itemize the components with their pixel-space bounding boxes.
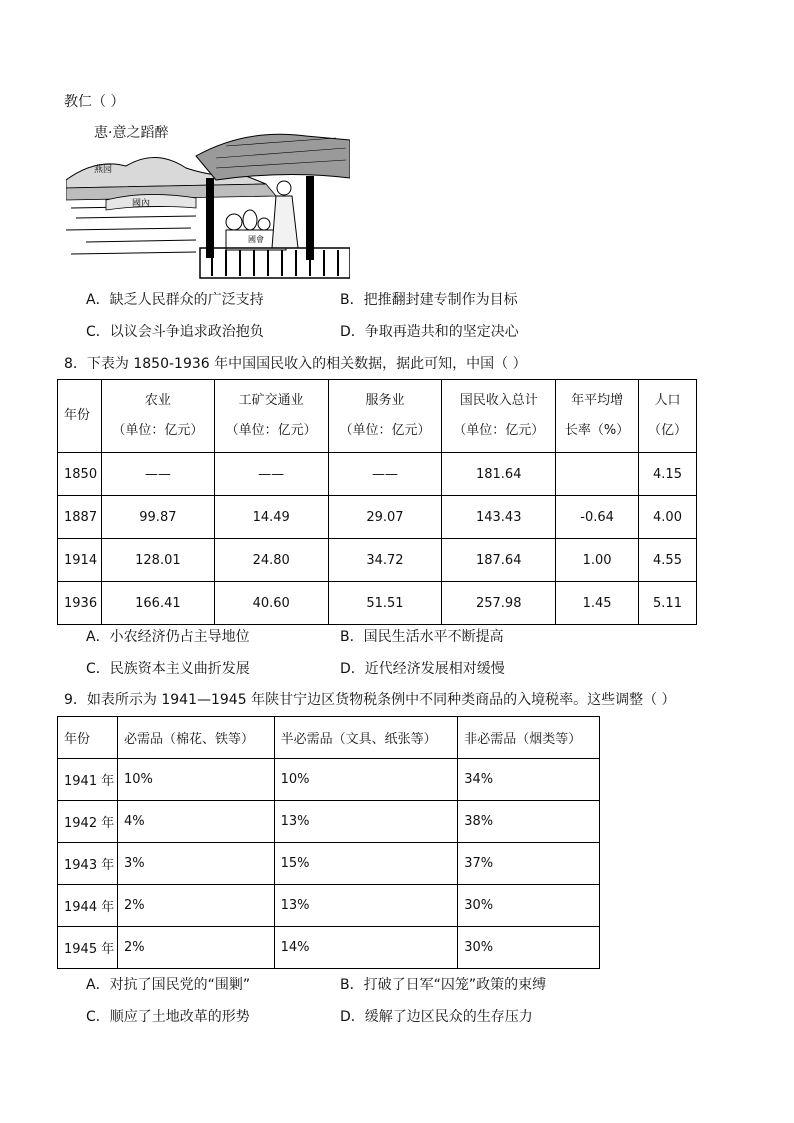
q9-stem: 9．如表所示为 1941—1945 年陕甘宁边区货物税条例中不同种类商品的入境税率。这些调整（ ） [64, 692, 676, 708]
table-cell: —— [101, 453, 214, 496]
q8-option-d: D．近代经济发展相对缓慢 [340, 661, 505, 677]
q9-header-semi-necessities: 半必需品（文具、纸张等） [274, 717, 458, 759]
q7-cartoon [66, 118, 350, 280]
cartoon-label-left: 燕园 [94, 165, 113, 175]
q8-table [57, 379, 697, 625]
q8-header-year: 年份 [58, 380, 102, 453]
q8-stem: 8．下表为 1850-1936 年中国国民收入的相关数据，据此可知，中国（ ） [64, 356, 527, 372]
table-cell: 5.11 [639, 582, 697, 625]
table-cell: 143.43 [442, 496, 556, 539]
table-cell: 128.01 [101, 539, 214, 582]
table-row [58, 927, 600, 969]
table-row [58, 582, 697, 625]
q8-header-population: 人口 （亿） [639, 380, 697, 453]
table-cell: 13% [274, 801, 458, 843]
table-cell: 4.55 [639, 539, 697, 582]
table-cell: 4.15 [639, 453, 697, 496]
table-cell: 2% [117, 927, 274, 969]
q9-option-b: B．打破了日军“囚笼”政策的束缚 [340, 977, 547, 993]
q9-option-c: C．顺应了土地改革的形势 [86, 1009, 250, 1025]
table-cell: 99.87 [101, 496, 214, 539]
q7-option-d: D．争取再造共和的坚定决心 [340, 324, 519, 340]
table-cell: 51.51 [328, 582, 442, 625]
table-cell: 257.98 [442, 582, 556, 625]
q8-header-service: 服务业 （单位：亿元） [328, 380, 442, 453]
q9-header-row [58, 717, 600, 759]
table-cell: 1941 年 [58, 759, 118, 801]
table-cell: 2% [117, 885, 274, 927]
q8-header-total: 国民收入总计 （单位：亿元） [442, 380, 556, 453]
table-cell: 4% [117, 801, 274, 843]
q7-option-a: A．缺乏人民群众的广泛支持 [86, 292, 264, 308]
q8-option-a: A．小农经济仍占主导地位 [86, 629, 250, 645]
table-cell: 30% [458, 885, 600, 927]
table-cell: 1850 [58, 453, 102, 496]
table-cell: 1942 年 [58, 801, 118, 843]
table-cell: 166.41 [101, 582, 214, 625]
q7-option-c: C．以议会斗争追求政治抱负 [86, 324, 264, 340]
table-cell [556, 453, 639, 496]
cartoon-title: 恵·意之蹈醉 [94, 125, 169, 141]
table-cell: —— [328, 453, 442, 496]
q9-option-a: A．对抗了国民党的“围剿” [86, 977, 251, 993]
table-cell: 38% [458, 801, 600, 843]
table-cell: 1887 [58, 496, 102, 539]
cartoon-label-table: 國會 [248, 235, 264, 244]
table-row [58, 843, 600, 885]
table-cell: 4.00 [639, 496, 697, 539]
table-cell: 1936 [58, 582, 102, 625]
table-cell: 1914 [58, 539, 102, 582]
table-cell: 15% [274, 843, 458, 885]
table-cell: —— [214, 453, 328, 496]
q9-option-d: D．缓解了边区民众的生存压力 [340, 1009, 533, 1025]
q9-header-necessities: 必需品（棉花、铁等） [117, 717, 274, 759]
table-cell: 34.72 [328, 539, 442, 582]
table-cell: 10% [274, 759, 458, 801]
q8-option-b: B．国民生活水平不断提高 [340, 629, 504, 645]
table-cell: 1943 年 [58, 843, 118, 885]
q8-header-row [58, 380, 697, 453]
table-cell: 10% [117, 759, 274, 801]
q7-stem: 教仁（ ） [64, 94, 125, 110]
table-row [58, 801, 600, 843]
table-row [58, 885, 600, 927]
q9-header-non-necessities: 非必需品（烟类等） [458, 717, 600, 759]
table-cell: 3% [117, 843, 274, 885]
table-cell: 187.64 [442, 539, 556, 582]
table-row [58, 496, 697, 539]
table-cell: -0.64 [556, 496, 639, 539]
table-cell: 14.49 [214, 496, 328, 539]
table-cell: 181.64 [442, 453, 556, 496]
q8-header-industry: 工矿交通业 （单位：亿元） [214, 380, 328, 453]
table-cell: 24.80 [214, 539, 328, 582]
table-cell: 37% [458, 843, 600, 885]
q8-header-growth: 年平均增 长率（%） [556, 380, 639, 453]
table-cell: 40.60 [214, 582, 328, 625]
table-cell: 1945 年 [58, 927, 118, 969]
table-cell: 1.00 [556, 539, 639, 582]
table-cell: 13% [274, 885, 458, 927]
table-row [58, 453, 697, 496]
table-cell: 29.07 [328, 496, 442, 539]
table-cell: 34% [458, 759, 600, 801]
q7-option-b: B．把推翻封建专制作为目标 [340, 292, 518, 308]
table-cell: 1944 年 [58, 885, 118, 927]
q8-option-c: C．民族资本主义曲折发展 [86, 661, 250, 677]
table-cell: 1.45 [556, 582, 639, 625]
table-row [58, 759, 600, 801]
table-cell: 14% [274, 927, 458, 969]
q8-header-agriculture: 农业 （单位：亿元） [101, 380, 214, 453]
table-row [58, 539, 697, 582]
q9-table [57, 716, 600, 969]
table-cell: 30% [458, 927, 600, 969]
q9-header-year: 年份 [58, 717, 118, 759]
cartoon-label-mid: 國內 [132, 199, 151, 209]
